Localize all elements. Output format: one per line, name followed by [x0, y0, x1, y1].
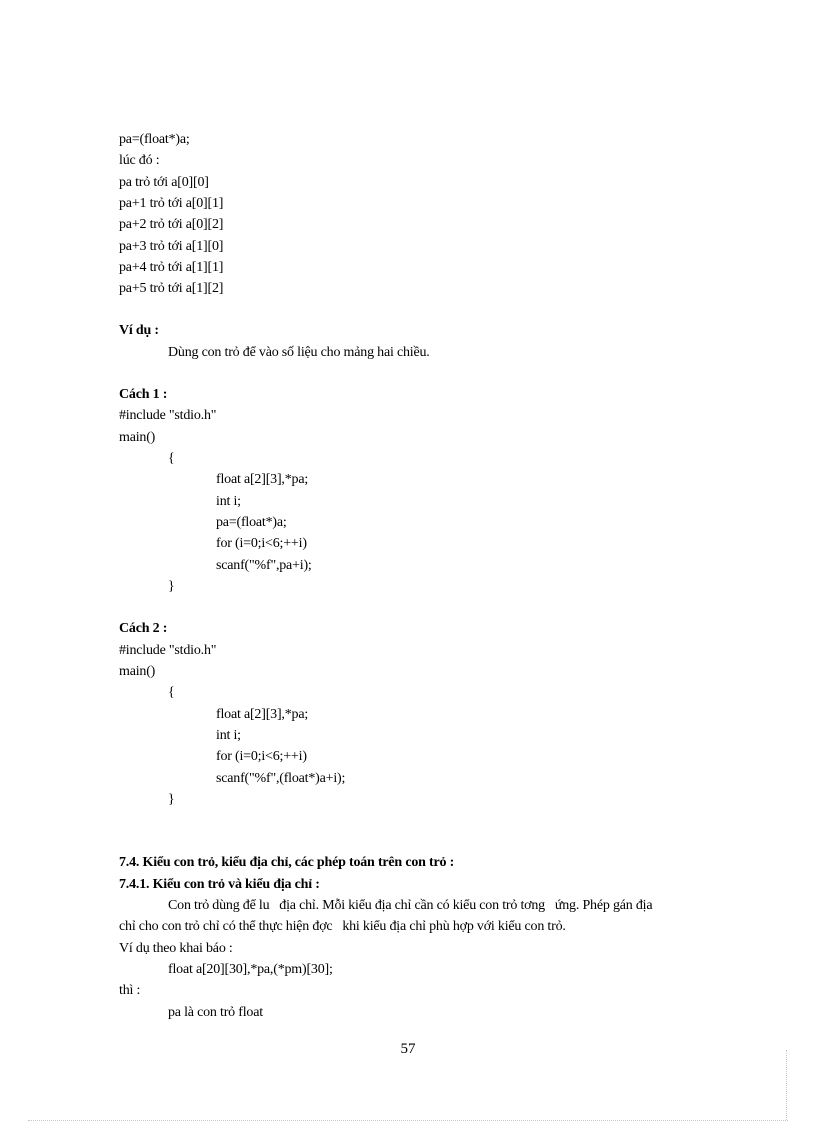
text-line: pa+2 trỏ tới a[0][2] [119, 217, 224, 232]
code-line: { [168, 451, 175, 466]
section-heading: 7.4. Kiểu con trỏ, kiểu địa chỉ, các phép toán trên con trỏ : [119, 855, 455, 870]
cach2-heading: Cách 2 : [119, 621, 168, 636]
subsection-heading: 7.4.1. Kiểu con trỏ và kiểu địa chỉ : [119, 877, 320, 892]
code-line: } [168, 579, 175, 594]
example-text: Dùng con trỏ để vào số liệu cho mảng hai chiều. [168, 345, 430, 360]
text-line: pa+5 trỏ tới a[1][2] [119, 281, 224, 296]
paragraph-line: Con trỏ dùng để lu địa chỉ. Mỗi kiểu địa chỉ cần có kiểu con trỏ tơng ứng. Phép gán địa [168, 898, 653, 913]
code-line: scanf("%f",pa+i); [216, 558, 312, 573]
code-line: #include "stdio.h" [119, 643, 217, 658]
page-border-bottom [28, 1120, 788, 1121]
text-line: pa+1 trỏ tới a[0][1] [119, 196, 224, 211]
code-line: int i; [216, 728, 241, 743]
text-line: lúc đó : [119, 153, 160, 168]
code-line: pa=(float*)a; [216, 515, 287, 530]
code-line: } [168, 792, 175, 807]
paragraph-line: Ví dụ theo khai báo : [119, 941, 233, 956]
code-line: int i; [216, 494, 241, 509]
code-line: float a[2][3],*pa; [216, 707, 309, 722]
example-heading: Ví dụ : [119, 323, 159, 338]
code-line: for (i=0;i<6;++i) [216, 536, 307, 551]
paragraph-line: pa là con trỏ float [168, 1005, 263, 1020]
text-line: pa=(float*)a; [119, 132, 190, 147]
code-line: main() [119, 430, 156, 445]
code-line: main() [119, 664, 156, 679]
code-line: for (i=0;i<6;++i) [216, 749, 307, 764]
text-line: pa+3 trỏ tới a[1][0] [119, 239, 224, 254]
text-line: pa trỏ tới a[0][0] [119, 175, 209, 190]
code-line: { [168, 685, 175, 700]
code-line: float a[2][3],*pa; [216, 472, 309, 487]
paragraph-line: chỉ cho con trỏ chỉ có thể thực hiện đợc khi kiểu địa chỉ phù hợp với kiểu con trỏ. [119, 919, 566, 934]
paragraph-line: thì : [119, 983, 141, 998]
page-number: 57 [400, 1041, 416, 1057]
code-line: #include "stdio.h" [119, 408, 217, 423]
text-line: pa+4 trỏ tới a[1][1] [119, 260, 224, 275]
page-border-right [786, 1050, 787, 1120]
code-line: scanf("%f",(float*)a+i); [216, 771, 346, 786]
code-line: float a[20][30],*pa,(*pm)[30]; [168, 962, 333, 977]
cach1-heading: Cách 1 : [119, 387, 168, 402]
